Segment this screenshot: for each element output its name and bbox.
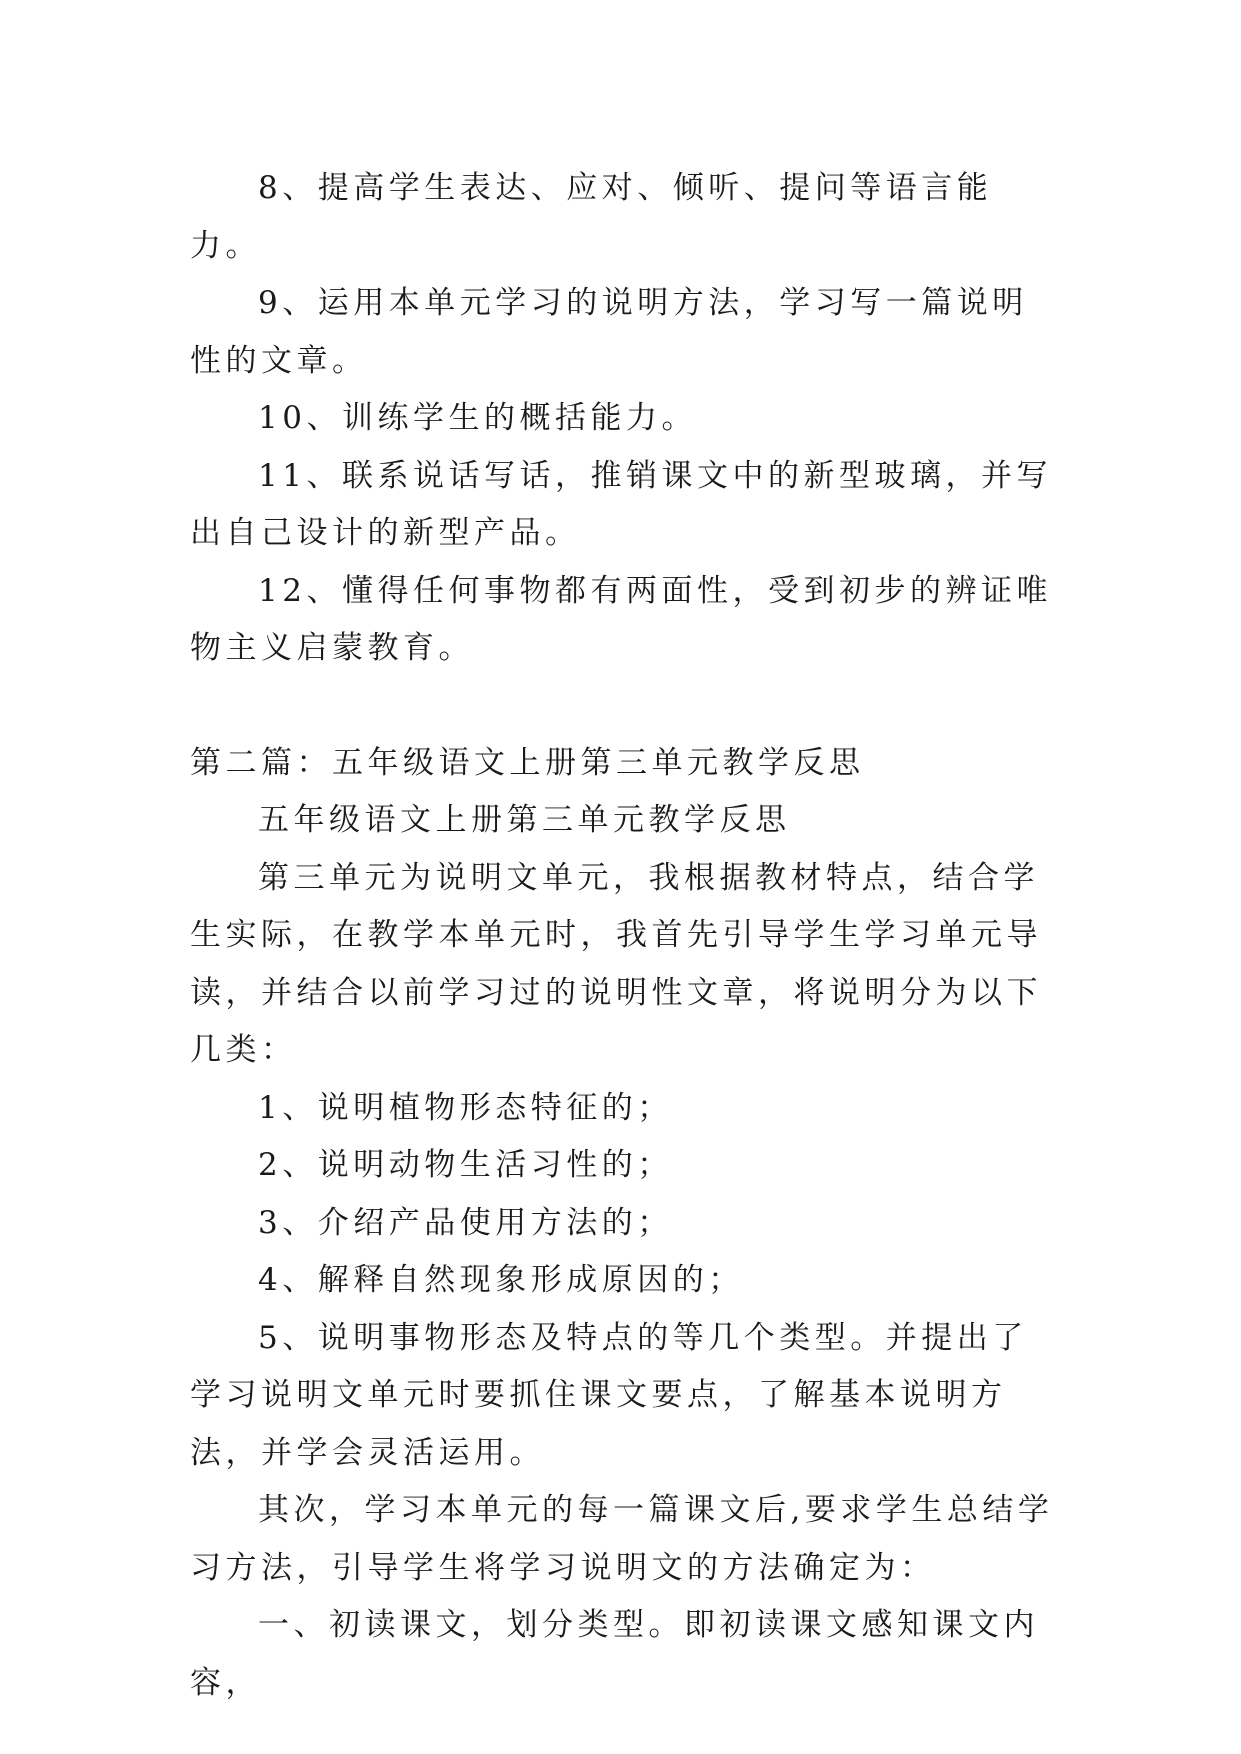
category-item-3: 3、介绍产品使用方法的； bbox=[258, 1204, 673, 1241]
list-item-8: 8、提高学生表达、应对、倾听、提问等语言能力。 bbox=[190, 170, 993, 264]
category-item-4: 4、解释自然现象形成原因的； bbox=[258, 1262, 744, 1298]
section-spacer bbox=[190, 678, 1060, 735]
category-item-2: 2、说明动物生活习性的； bbox=[258, 1147, 673, 1183]
list-item-9: 9、运用本单元学习的说明方法，学习写一篇说明性的文章。 bbox=[190, 285, 1028, 379]
category-item-5: 5、说明事物形态及特点的等几个类型。并提出了学习说明文单元时要抓住课文要点，了解基本说明方法，并学会灵活运用。 bbox=[190, 1319, 1028, 1471]
method-paragraph: 其次，学习本单元的每一篇课文后,要求学生总结学习方法，引导学生将学习说明文的方法确定为： bbox=[190, 1492, 1054, 1586]
list-item-11: 11、联系说话写话，推销课文中的新型玻璃，并写出自己设计的新型产品。 bbox=[190, 457, 1052, 551]
category-item-1: 1、说明植物形态特征的； bbox=[258, 1089, 673, 1126]
intro-paragraph: 第三单元为说明文单元，我根据教材特点，结合学生实际，在教学本单元时，我首先引导学生学习单元导读，并结合以前学习过的说明性文章，将说明分为以下几类： bbox=[190, 859, 1042, 1068]
step-one-paragraph: 一、初读课文，划分类型。即初读课文感知课文内容， bbox=[190, 1607, 1039, 1701]
section-subtitle: 五年级语文上册第三单元教学反思 bbox=[258, 802, 791, 838]
document-body bbox=[190, 160, 1060, 1712]
list-item-12: 12、懂得任何事物都有两面性，受到初步的辨证唯物主义启蒙教育。 bbox=[190, 572, 1052, 666]
section-heading: 第二篇：五年级语文上册第三单元教学反思 bbox=[190, 744, 865, 781]
list-item-10: 10、训练学生的概括能力。 bbox=[258, 400, 697, 436]
